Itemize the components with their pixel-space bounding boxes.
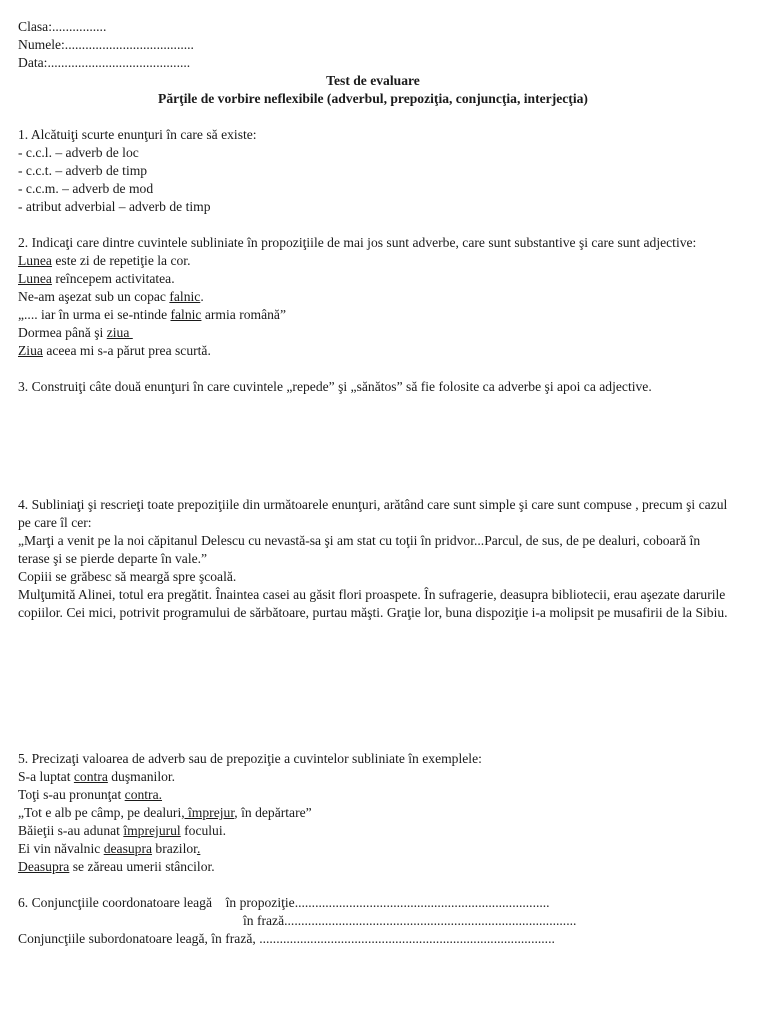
q2-sentence-4: „.... iar în urma ei se-ntinde falnic armia română” [18,307,286,322]
q5-prompt: 5. Precizaţi valoarea de adverb sau de prepoziţie a cuvintelor subliniate în exemplele: [18,751,482,766]
q4-passage-1: „Marţi a venit pe la noi căpitanul Delescu cu nevastă-sa şi am stat cu toţii în pridvor...Parcul, de sus, de pe dealuri, coboară în terase şi se pierde departe în vale.” [18,533,701,566]
underlined-word: împrejurul [123,823,181,838]
q2-sentence-6: Ziua aceea mi s-a părut prea scurtă. [18,343,211,358]
numele-field: Numele:...................................... [18,37,194,52]
q2-sentence-2: Lunea reîncepem activitatea. [18,271,175,286]
q4-answer-space [18,622,728,750]
q6-line-subordonatoare: Conjuncţiile subordonatoare leagă, în frază, ....................................................................................... [18,931,555,946]
q4-passage-2: Copiii se grăbesc să meargă spre şcoală. [18,569,237,584]
data-field: Data:.......................................... [18,55,191,70]
q5-sentence-1: S-a luptat contra duşmanilor. [18,769,176,784]
q5-sentence-2: Toţi s-au pronunţat contra. [18,787,163,802]
underlined-word: falnic [169,289,201,304]
q6-line-fraza: în frază...................................................................................... [243,913,577,928]
q2-sentence-3: Ne-am aşezat sub un copac falnic. [18,289,204,304]
q2-prompt: 2. Indicaţi care dintre cuvintele subliniate în propoziţiile de mai jos sunt adverbe, care sunt substantive şi care sunt adjective: [18,235,697,250]
q5-sentence-4: Băieţii s-au adunat împrejurul focului. [18,823,227,838]
underlined-word: Lunea [18,253,52,268]
underlined-word: Ziua [18,343,43,358]
q1-item: - c.c.m. – adverb de mod [18,181,154,196]
underlined-word: deasupra [103,841,153,856]
underlined-word: Deasupra [18,859,70,874]
q4-passage-3: Mulţumită Alinei, totul era pregătit. Înaintea casei au găsit flori proaspete. În sufragerie, deasupra bibliotecii, erau aşezate darurile copiilor. Cei mici, potrivit programului de sărbătoare, purtau măşti. Graţie lor, buna dispoziţie i-a molipsit pe musafirii de la Sibiu. [18,587,728,620]
q3-answer-space [18,396,728,496]
test-title: Test de evaluare [326,73,420,88]
q1-item: - c.c.l. – adverb de loc [18,145,139,160]
underlined-word: falnic [170,307,202,322]
underlined-word: ziua [106,325,133,340]
q2-sentence-1: Lunea este zi de repetiţie la cor. [18,253,191,268]
worksheet-page [18,18,728,948]
clasa-field: Clasa:................ [18,19,107,34]
underlined-word: contra [73,769,108,784]
underlined-word: contra. [124,787,163,802]
q1-prompt: 1. Alcătuiţi scurte enunţuri în care să existe: [18,127,257,142]
q5-sentence-3: „Tot e alb pe câmp, pe dealuri, împrejur, în depărtare” [18,805,312,820]
test-subtitle: Părţile de vorbire neflexibile (adverbul, prepoziţia, conjuncţia, interjecţia) [158,91,588,106]
q6-line-propozitie: 6. Conjuncţiile coordonatoare leagă în propoziţie........................................................................... [18,895,550,910]
q1-item: - atribut adverbial – adverb de timp [18,199,211,214]
underlined-word: , împrejur [181,805,235,820]
q3-prompt: 3. Construiţi câte două enunţuri în care cuvintele „repede” şi „sănătos” să fie folosite ca adverbe şi apoi ca adjective. [18,379,652,394]
q5-sentence-5: Ei vin năvalnic deasupra brazilor. [18,841,201,856]
q5-sentence-6: Deasupra se zăreau umerii stâncilor. [18,859,215,874]
q1-item: - c.c.t. – adverb de timp [18,163,148,178]
underlined-word: Lunea [18,271,52,286]
q4-prompt: 4. Subliniaţi şi rescrieţi toate prepoziţiile din următoarele enunţuri, arătând care sunt simple şi care sunt compuse , precum şi cazul pe care îl cer: [18,497,728,530]
q2-sentence-5: Dormea până şi ziua [18,325,133,340]
